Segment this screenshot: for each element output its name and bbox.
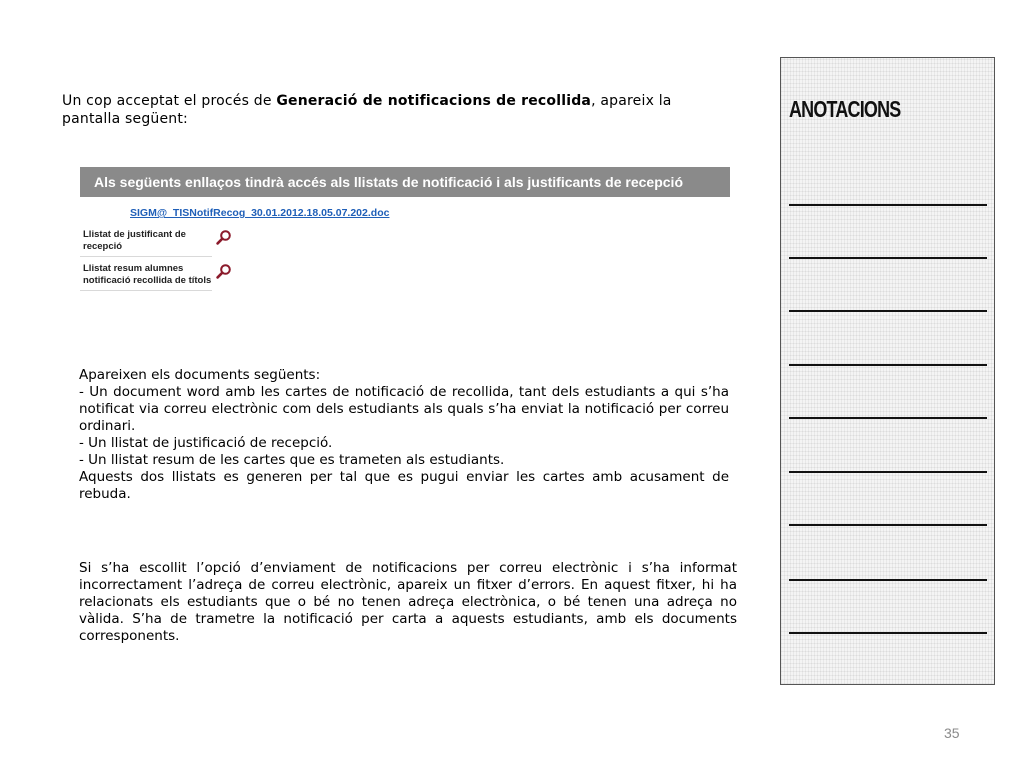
list-item-label: Llistat de justificant de recepció <box>83 229 186 252</box>
magnifier-icon[interactable] <box>216 229 232 245</box>
list-item-justificant[interactable] <box>80 229 212 257</box>
panel-header: Als següents enllaços tindrà accés als llistats de notificació i als justificants de recepció <box>80 167 730 197</box>
document-link[interactable]: SIGM@_TISNotifRecog_30.01.2012.18.05.07.202.doc <box>130 207 390 219</box>
list-item-resum[interactable] <box>80 263 212 291</box>
notes-title: ANOTACIONS <box>789 96 901 122</box>
notes-line <box>789 364 987 366</box>
documents-line: - Un llistat de justificació de recepció. <box>79 435 333 451</box>
notes-line <box>789 632 987 634</box>
screenshot-panel <box>80 167 730 291</box>
intro-text-before: Un cop acceptat el procés de <box>62 93 277 109</box>
notes-line <box>789 257 987 259</box>
documents-line: Aquests dos llistats es generen per tal que es pugui enviar les cartes amb acusament de rebuda. <box>79 469 729 502</box>
notes-line <box>789 471 987 473</box>
notes-line <box>789 579 987 581</box>
notes-line <box>789 524 987 526</box>
notes-line <box>789 417 987 419</box>
notes-box <box>780 57 995 685</box>
list-item-label: Llistat resum alumnes notificació recollida de títols <box>83 263 212 286</box>
intro-paragraph <box>62 92 722 128</box>
notes-line <box>789 204 987 206</box>
documents-line: Apareixen els documents següents: <box>79 367 321 383</box>
magnifier-icon[interactable] <box>216 263 232 279</box>
documents-line: - Un llistat resum de les cartes que es trameten als estudiants. <box>79 452 505 468</box>
errors-paragraph: Si s’ha escollit l’opció d’enviament de notificacions per correu electrònic i s’ha informat incorrectament l’adreça de correu electrònic, apareix un fitxer d’errors. En aquest fitxer, hi ha relacionats els estudiants que o bé no tenen adreça electrònica, o bé tenen una adreça no vàlida. S’ha de trametre la notificació per carta a aquests estudiants, amb els documents corresponents. <box>79 560 737 644</box>
notes-line <box>789 310 987 312</box>
page-number: 35 <box>944 725 960 741</box>
documents-paragraph <box>79 367 729 503</box>
intro-process-name: Generació de notificacions de recollida <box>276 93 592 109</box>
intro-text-after: , apareix la pantalla següent: <box>62 93 672 127</box>
documents-line: - Un document word amb les cartes de notificació de recollida, tant dels estudiants a qui s’ha notificat via correu electrònic com dels estudiants als quals s’ha enviat la notificació per correu ordinari. <box>79 384 729 434</box>
